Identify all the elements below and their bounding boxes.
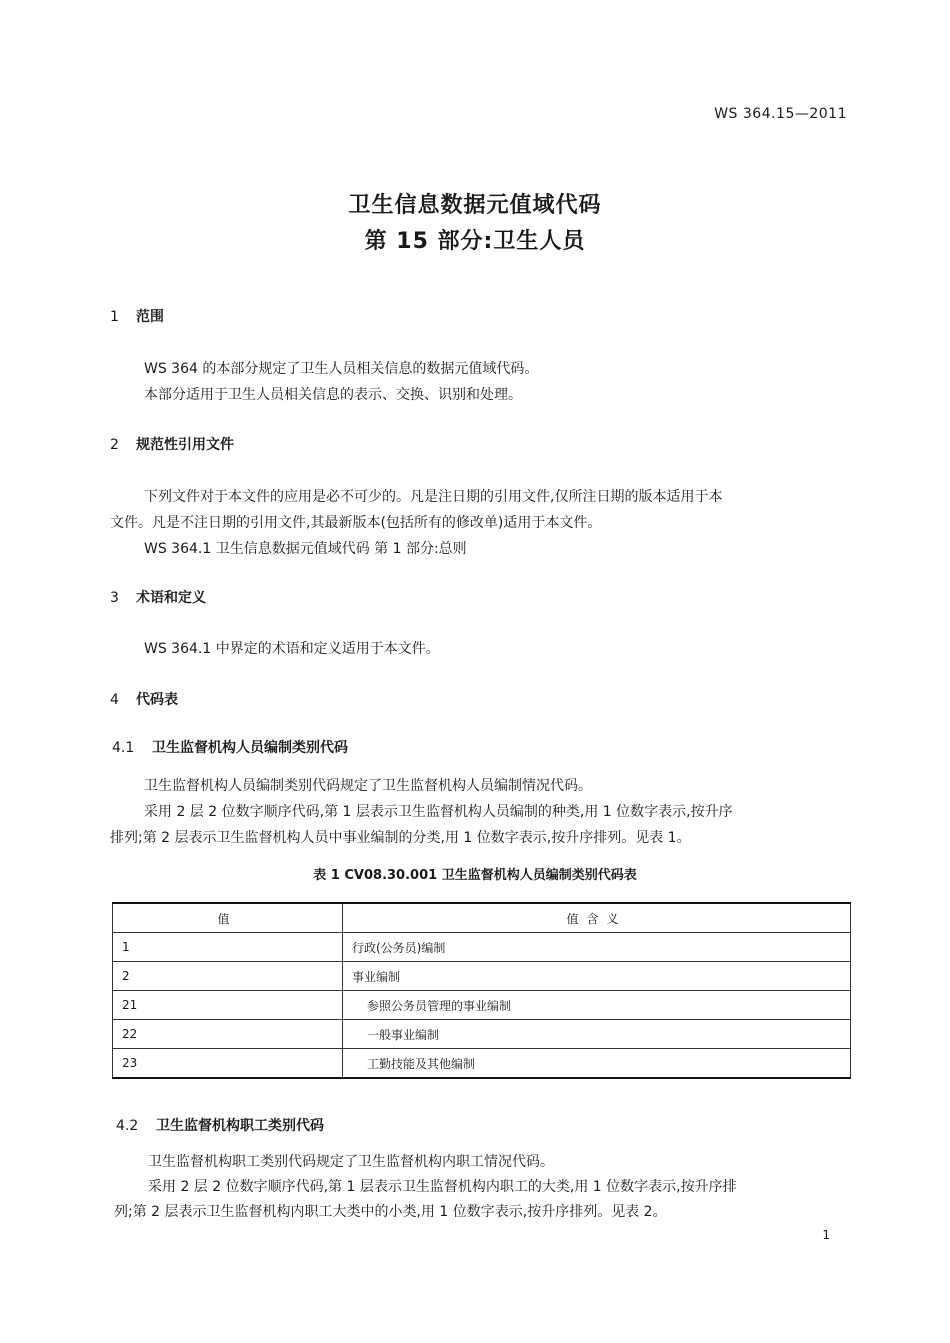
column-header-meaning: 值含义	[343, 903, 851, 933]
section-number: 2	[110, 437, 119, 453]
section-number: 4	[110, 692, 119, 708]
section-number: 1	[110, 309, 119, 325]
section-3-heading	[110, 587, 206, 607]
code-meaning: 一般事业编制	[343, 1020, 851, 1049]
code-table	[112, 902, 851, 1079]
section-number: 4.1	[112, 740, 135, 756]
section-number: 3	[110, 590, 119, 606]
table-row	[113, 933, 851, 962]
section-title: 术语和定义	[136, 590, 206, 606]
paragraph: 卫生监督机构人员编制类别代码规定了卫生监督机构人员编制情况代码。	[144, 778, 592, 794]
table-header-row	[113, 903, 851, 933]
page-number: 1	[822, 1228, 830, 1242]
document-title: 卫生信息数据元值域代码	[348, 193, 602, 218]
section-4-2-heading	[116, 1115, 324, 1135]
paragraph-continuation: 列;第 2 层表示卫生监督机构内职工大类中的小类,用 1 位数字表示,按升序排列。见表 2。	[114, 1204, 667, 1220]
code-value: 2	[113, 962, 343, 991]
code-meaning: 工勤技能及其他编制	[343, 1049, 851, 1079]
code-value: 23	[113, 1049, 343, 1079]
code-meaning: 事业编制	[343, 962, 851, 991]
section-number: 4.2	[116, 1118, 139, 1134]
standard-number: WS 364.15—2011	[714, 106, 847, 122]
normative-reference: WS 364.1 卫生信息数据元值域代码 第 1 部分:总则	[144, 541, 467, 557]
section-4-1-heading	[112, 737, 348, 757]
table-row	[113, 962, 851, 991]
section-title: 代码表	[136, 692, 178, 708]
code-value: 22	[113, 1020, 343, 1049]
section-4-heading	[110, 689, 178, 709]
section-title: 规范性引用文件	[136, 437, 234, 453]
section-title: 卫生监督机构人员编制类别代码	[152, 740, 348, 756]
paragraph: 下列文件对于本文件的应用是必不可少的。凡是注日期的引用文件,仅所注日期的版本适用于本	[144, 489, 723, 505]
paragraph: 本部分适用于卫生人员相关信息的表示、交换、识别和处理。	[144, 387, 522, 403]
paragraph: WS 364.1 中界定的术语和定义适用于本文件。	[144, 641, 440, 657]
document-subtitle: 第 15 部分:卫生人员	[364, 229, 586, 254]
code-meaning: 参照公务员管理的事业编制	[343, 991, 851, 1020]
section-title: 卫生监督机构职工类别代码	[156, 1118, 324, 1134]
section-2-heading	[110, 434, 234, 454]
paragraph: 采用 2 层 2 位数字顺序代码,第 1 层表示卫生监督机构人员编制的种类,用 1 位数字表示,按升序	[144, 804, 733, 820]
code-value: 1	[113, 933, 343, 962]
paragraph-continuation: 排列;第 2 层表示卫生监督机构人员中事业编制的分类,用 1 位数字表示,按升序排列。见表 1。	[110, 830, 691, 846]
table-row	[113, 1020, 851, 1049]
section-title: 范围	[136, 309, 164, 325]
paragraph: 卫生监督机构职工类别代码规定了卫生监督机构内职工情况代码。	[148, 1154, 554, 1170]
table-caption: 表 1 CV08.30.001 卫生监督机构人员编制类别代码表	[313, 868, 637, 883]
table-row	[113, 991, 851, 1020]
paragraph: 采用 2 层 2 位数字顺序代码,第 1 层表示卫生监督机构内职工的大类,用 1 位数字表示,按升序排	[148, 1179, 737, 1195]
paragraph-continuation: 文件。凡是不注日期的引用文件,其最新版本(包括所有的修改单)适用于本文件。	[110, 515, 602, 531]
code-meaning: 行政(公务员)编制	[343, 933, 851, 962]
table-row	[113, 1049, 851, 1079]
paragraph: WS 364 的本部分规定了卫生人员相关信息的数据元值域代码。	[144, 361, 539, 377]
code-value: 21	[113, 991, 343, 1020]
column-header-value: 值	[113, 903, 343, 933]
section-1-heading	[110, 306, 164, 326]
